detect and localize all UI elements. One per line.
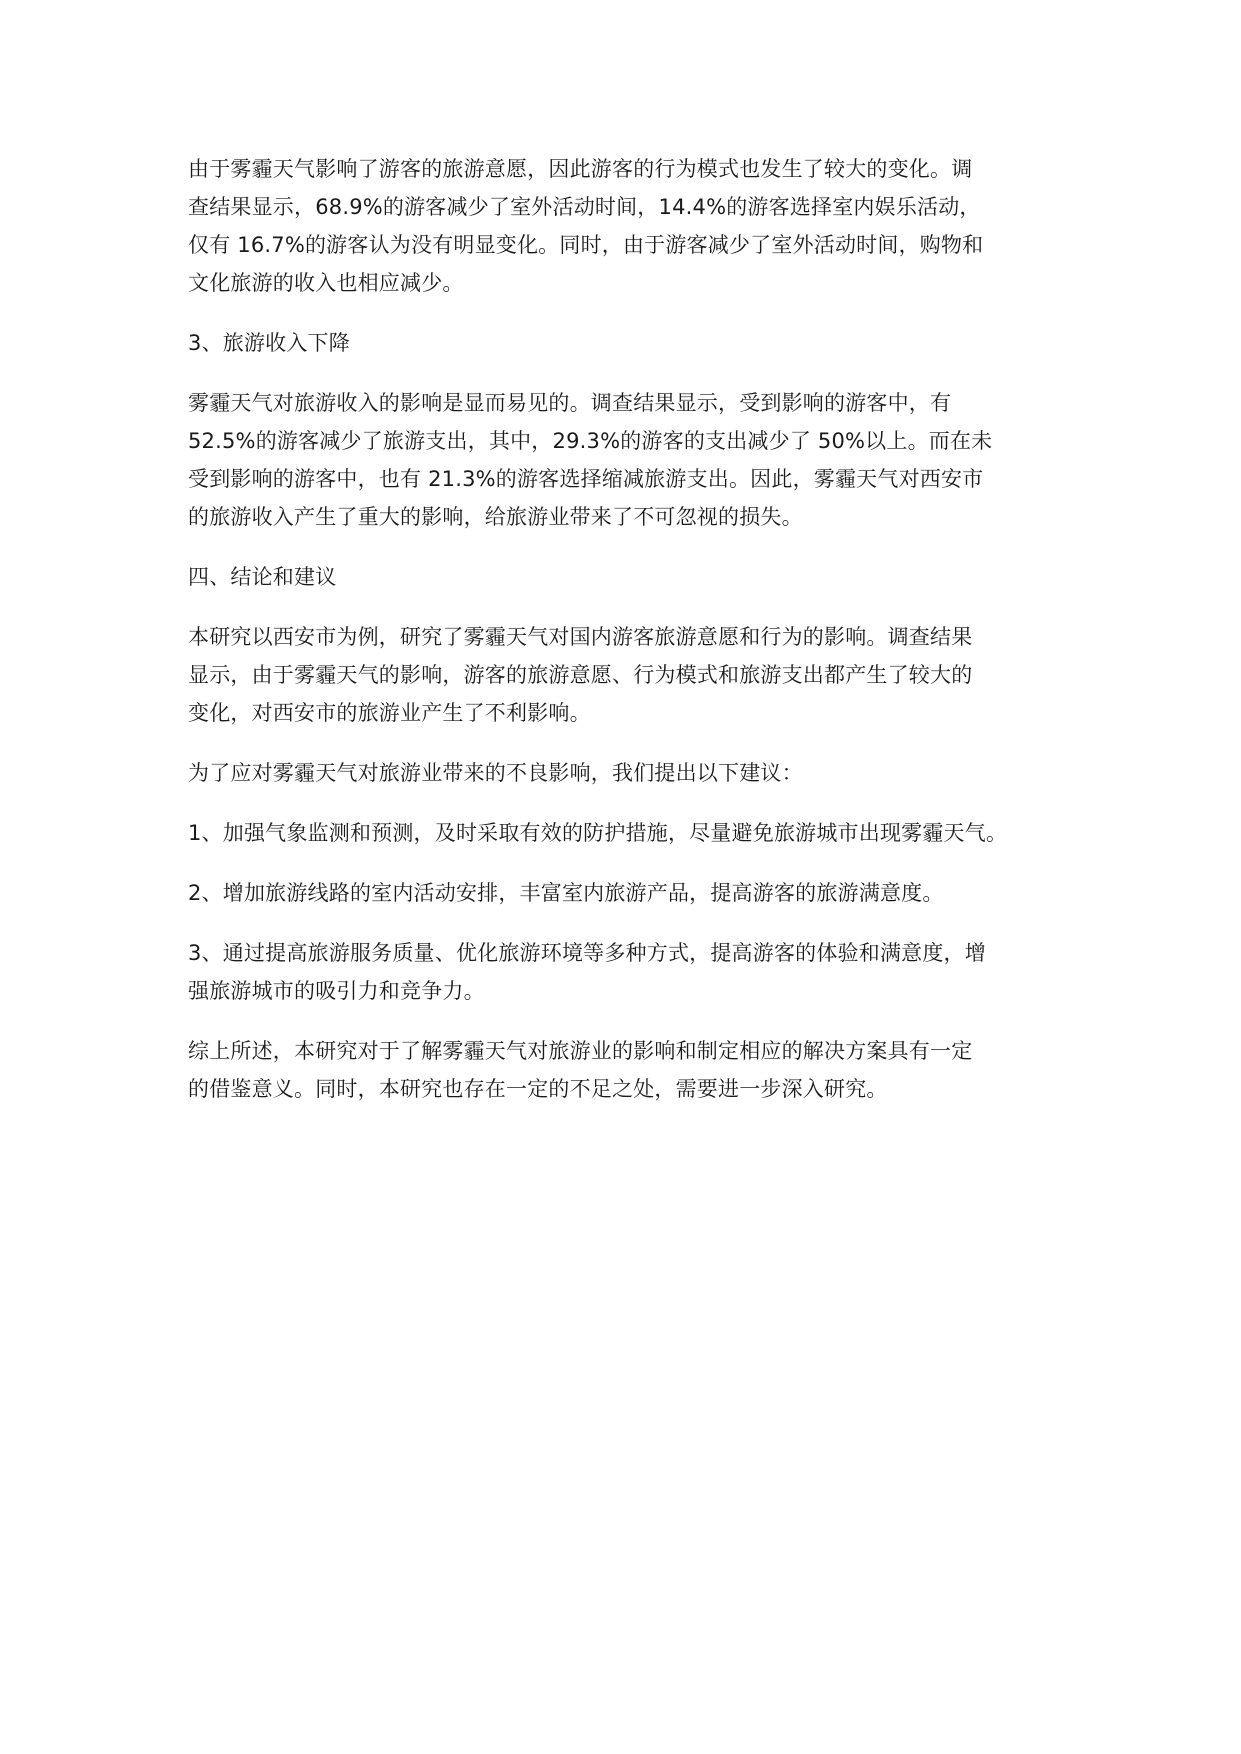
section-heading-income-decline — [188, 324, 1068, 362]
text-line: 强旅游城市的吸引力和竞争力。 — [188, 979, 485, 1003]
paragraph-income-impact — [188, 384, 1068, 536]
text-line: 查结果显示，68.9%的游客减少了室外活动时间，14.4%的游客选择室内娱乐活动， — [188, 195, 981, 219]
text-line: 雾霾天气对旅游收入的影响是显而易见的。调查结果显示，受到影响的游客中，有 — [188, 391, 952, 415]
suggestion-item-2 — [188, 874, 1068, 912]
text-line: 的旅游收入产生了重大的影响，给旅游业带来了不可忽视的损失。 — [188, 505, 803, 529]
paragraph-behavior-change — [188, 150, 1068, 302]
heading-text: 3、旅游收入下降 — [188, 331, 350, 355]
suggestion-item-1 — [188, 814, 1068, 852]
text-line: 1、加强气象监测和预测，及时采取有效的防护措施，尽量避免旅游城市出现雾霾天气。 — [188, 821, 1008, 845]
text-line: 受到影响的游客中，也有 21.3%的游客选择缩减旅游支出。因此，雾霾天气对西安市 — [188, 467, 984, 491]
heading-text: 四、结论和建议 — [188, 565, 337, 589]
text-line: 3、通过提高旅游服务质量、优化旅游环境等多种方式，提高游客的体验和满意度，增 — [188, 941, 986, 965]
text-line: 显示，由于雾霾天气的影响，游客的旅游意愿、行为模式和旅游支出都产生了较大的 — [188, 663, 973, 687]
paragraph-summary — [188, 1032, 1068, 1108]
text-line: 文化旅游的收入也相应减少。 — [188, 271, 464, 295]
text-line: 变化，对西安市的旅游业产生了不利影响。 — [188, 701, 591, 725]
text-line: 2、增加旅游线路的室内活动安排，丰富室内旅游产品，提高游客的旅游满意度。 — [188, 881, 944, 905]
text-line: 52.5%的游客减少了旅游支出，其中，29.3%的游客的支出减少了 50%以上。而在未 — [188, 429, 993, 453]
text-line: 仅有 16.7%的游客认为没有明显变化。同时，由于游客减少了室外活动时间，购物和 — [188, 233, 984, 257]
text-line: 的借鉴意义。同时，本研究也存在一定的不足之处，需要进一步深入研究。 — [188, 1077, 888, 1101]
paragraph-suggestions-intro — [188, 754, 1068, 792]
text-line: 为了应对雾霾天气对旅游业带来的不良影响，我们提出以下建议： — [188, 761, 803, 785]
paragraph-conclusion — [188, 618, 1068, 732]
text-line: 由于雾霾天气影响了游客的旅游意愿，因此游客的行为模式也发生了较大的变化。调 — [188, 157, 973, 181]
section-heading-conclusion — [188, 558, 1068, 596]
suggestion-item-3 — [188, 934, 1068, 1010]
text-line: 本研究以西安市为例，研究了雾霾天气对国内游客旅游意愿和行为的影响。调查结果 — [188, 625, 973, 649]
document-page — [188, 150, 1068, 1130]
text-line: 综上所述，本研究对于了解雾霾天气对旅游业的影响和制定相应的解决方案具有一定 — [188, 1039, 973, 1063]
